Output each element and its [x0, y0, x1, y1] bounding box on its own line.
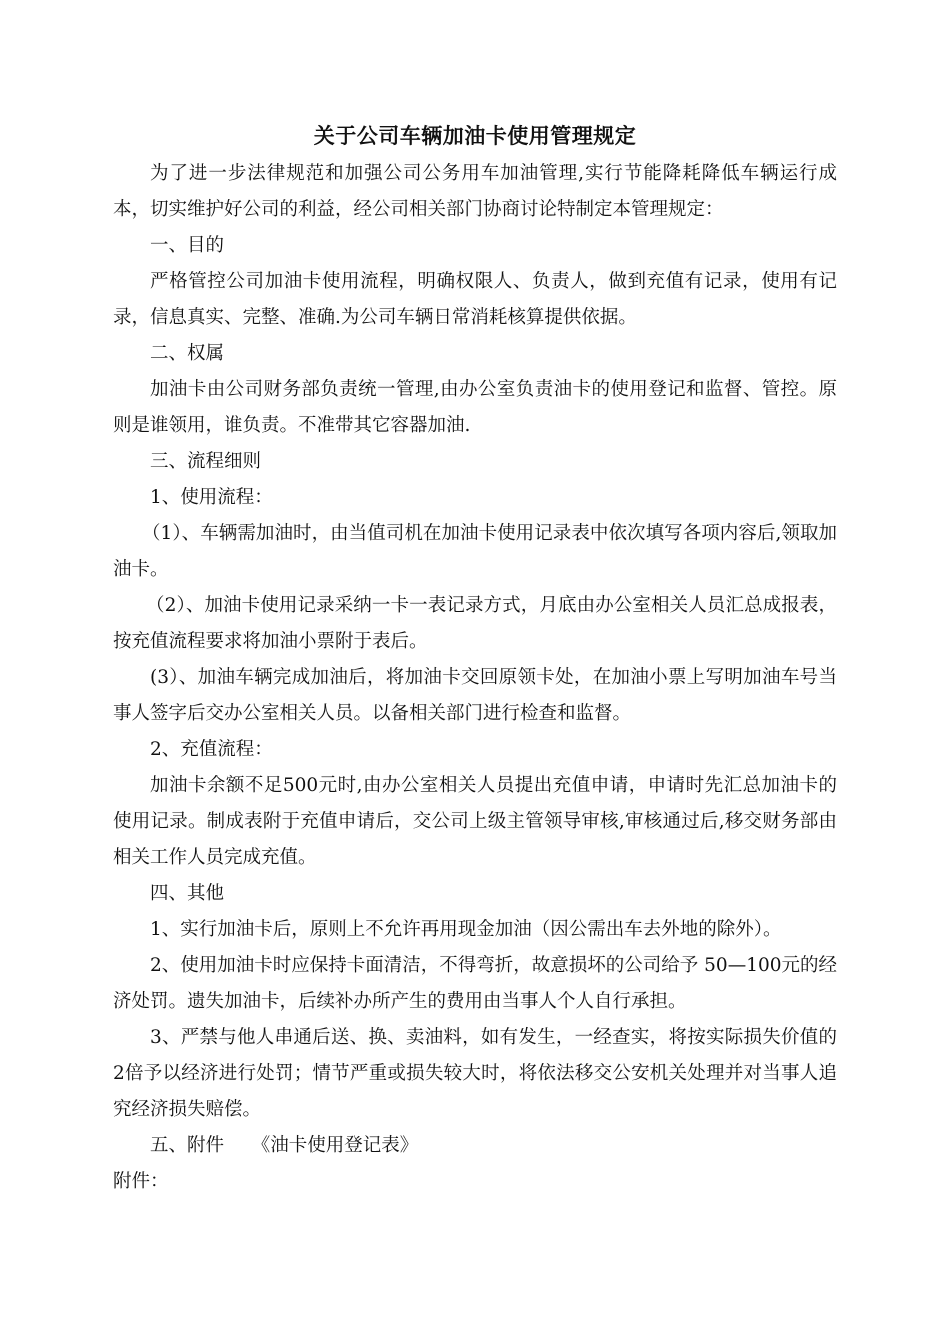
document-title: 关于公司车辆加油卡使用管理规定 [313, 124, 637, 148]
ownership-paragraph: 加油卡由公司财务部负责统一管理,由办公室负责油卡的使用登记和监督、管控。原则是谁领用，谁负责。不准带其它容器加油. [113, 379, 837, 436]
recharge-paragraph: 加油卡余额不足500元时,由办公室相关人员提出充值申请，申请时先汇总加油卡的使用记录。制成表附于充值申请后，交公司上级主管领导审核,审核通过后,移交财务部由相关工作人员完成充值。 [113, 775, 837, 868]
document-body [113, 156, 837, 1200]
other-item-3: 3、严禁与他人串通后送、换、卖油料，如有发生，一经查实，将按实际损失价值的2倍予以经济进行处罚；情节严重或损失较大时，将依法移交公安机关处理并对当事人追究经济损失赔偿。 [113, 1027, 837, 1120]
section-heading-ownership: 二、权属 [150, 343, 225, 364]
usage-step-2: （2）、加油卡使用记录采纳一卡一表记录方式，月底由办公室相关人员汇总成报表，按充值流程要求将加油小票附于表后。 [113, 595, 837, 652]
section-heading-other: 四、其他 [150, 883, 225, 904]
section-heading-purpose: 一、目的 [150, 235, 225, 256]
section-heading-process: 三、流程细则 [150, 451, 262, 472]
other-item-2: 2、使用加油卡时应保持卡面清洁，不得弯折，故意损坏的公司给予 50—100元的经济处罚。遗失加油卡，后续补办所产生的费用由当事人个人自行承担。 [113, 955, 838, 1012]
subheading-usage-process: 1、使用流程： [150, 487, 273, 508]
purpose-paragraph: 严格管控公司加油卡使用流程，明确权限人、负责人，做到充值有记录，使用有记录，信息真实、完整、准确.为公司车辆日常消耗核算提供依据。 [113, 271, 837, 328]
usage-step-1: （1）、车辆需加油时，由当值司机在加油卡使用记录表中依次填写各项内容后,领取加油卡。 [113, 523, 837, 580]
section-heading-attachment: 五、附件 《油卡使用登记表》 [150, 1135, 419, 1156]
subheading-recharge-process: 2、充值流程： [150, 739, 273, 760]
usage-step-3: (3）、加油车辆完成加油后，将加油卡交回原领卡处，在加油小票上写明加油车号当事人签字后交办公室相关人员。以备相关部门进行检查和监督。 [113, 667, 837, 724]
intro-paragraph: 为了进一步法律规范和加强公司公务用车加油管理,实行节能降耗降低车辆运行成本，切实维护好公司的利益，经公司相关部门协商讨论特制定本管理规定： [113, 163, 837, 220]
other-item-1: 1、实行加油卡后，原则上不允许再用现金加油（因公需出车去外地的除外）。 [150, 919, 782, 940]
attachment-label: 附件： [113, 1171, 169, 1192]
